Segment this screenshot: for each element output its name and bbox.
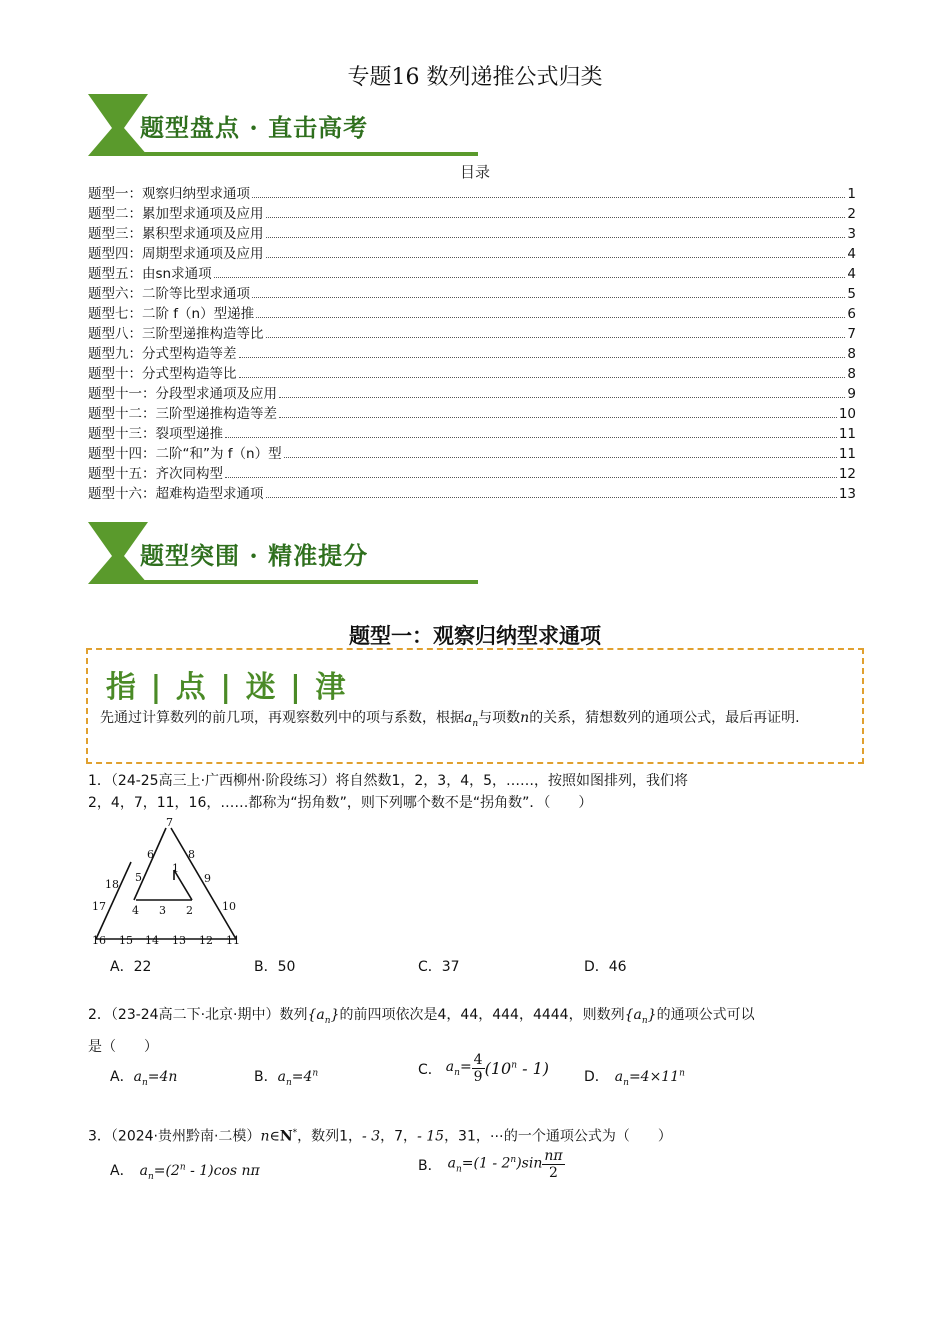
fraction: $\frac{n\pi}{2}$ <box>544 1148 563 1181</box>
toc-leader-dots <box>266 257 846 258</box>
toc-entry-label: 题型五：由sn求通项 <box>88 266 212 282</box>
toc-entry-label: 题型十三：裂项型递推 <box>88 426 223 442</box>
toc-leader-dots <box>279 397 845 398</box>
toc-entry-label: 题型十五：齐次同构型 <box>88 466 223 482</box>
toc-entry-label: 题型六：二阶等比型求通项 <box>88 286 250 302</box>
question-1 <box>88 770 858 814</box>
figure-number-label: 1 <box>172 862 179 875</box>
figure-number-label: 17 <box>92 900 106 913</box>
section-banner-overview <box>88 94 478 162</box>
question-3: 3．（2024·贵州黔南·二模）n∈N*，数列1，- 3，7，- 15，31，⋯的一个通项公式为（ ） <box>88 1128 672 1145</box>
toc-entry-label: 题型八：三阶型递推构造等比 <box>88 326 264 342</box>
toc-entry-page: 8 <box>847 346 856 362</box>
toc-entry-page: 9 <box>847 386 856 402</box>
toc-entry[interactable] <box>88 282 856 302</box>
toc-entry[interactable] <box>88 322 856 342</box>
figure-number-label: 12 <box>199 934 213 947</box>
q3-option-a[interactable]: A． $a_n=(2^n - 1)\cos$ nπ <box>110 1162 260 1182</box>
toc-entry[interactable] <box>88 182 856 202</box>
toc-leader-dots <box>252 197 845 198</box>
toc-entry[interactable] <box>88 202 856 222</box>
toc-entry[interactable] <box>88 362 856 382</box>
toc-entry-label: 题型十二：三阶型递推构造等差 <box>88 406 277 422</box>
toc-entry-page: 5 <box>847 286 856 302</box>
toc-entry-page: 4 <box>847 266 856 282</box>
toc-entry[interactable] <box>88 382 856 402</box>
toc-entry[interactable] <box>88 402 856 422</box>
toc-leader-dots <box>284 457 837 458</box>
q1-option-d[interactable]: D．46 <box>584 959 627 975</box>
corner-number-figure <box>86 814 246 950</box>
figure-number-label: 7 <box>166 816 173 829</box>
toc-leader-dots <box>266 237 846 238</box>
question-2-stem-line2: 是（ ） <box>88 1038 158 1055</box>
page-title: 专题16 数列递推公式归类 <box>347 65 603 90</box>
question-1-stem-line2: 2，4，7，11，16，……都称为“拐角数”，则下列哪个数不是“拐角数”．（ ） <box>88 795 593 811</box>
figure-number-label: 11 <box>226 934 240 947</box>
tip-text-part: 先通过计算数列的前几项，再观察数列中的项与系数，根据 <box>100 710 464 726</box>
q3-option-b[interactable]: B． $a_n=(1 - 2^n)\sin$ $\frac{n\pi}{2}$ <box>418 1148 563 1181</box>
toc-entry-label: 题型三：累积型求通项及应用 <box>88 226 264 242</box>
section-heading: 题型一：观察归纳型求通项 <box>349 624 601 648</box>
toc-leader-dots <box>225 477 837 478</box>
sequence-braces: $\{a_n\}$ <box>624 1007 657 1026</box>
toc-entry-page: 11 <box>838 446 856 462</box>
toc-leader-dots <box>266 217 846 218</box>
toc-entry-page: 11 <box>838 426 856 442</box>
table-of-contents <box>88 182 856 502</box>
toc-entry[interactable] <box>88 482 856 502</box>
tip-text <box>100 706 850 736</box>
toc-entry[interactable] <box>88 462 856 482</box>
section-banner-practice <box>88 522 478 590</box>
toc-entry-label: 题型十四：二阶“和”为 f（n）型 <box>88 446 282 462</box>
figure-number-label: 14 <box>145 934 159 947</box>
toc-heading: 目录 <box>459 163 490 181</box>
toc-leader-dots <box>266 337 846 338</box>
figure-number-label: 3 <box>159 904 166 917</box>
toc-entry[interactable] <box>88 242 856 262</box>
toc-entry-page: 7 <box>847 326 856 342</box>
figure-number-label: 4 <box>132 904 139 917</box>
toc-entry-page: 10 <box>838 406 856 422</box>
variable-n: n <box>520 710 530 726</box>
sequence-braces: $\{a_n\}$ <box>307 1007 340 1026</box>
toc-entry-page: 13 <box>838 486 856 502</box>
sequence-symbol: $a_n$ <box>464 710 479 729</box>
toc-entry-label: 题型七：二阶 f（n）型递推 <box>88 306 255 322</box>
toc-leader-dots <box>252 297 845 298</box>
toc-entry-label: 题型一：观察归纳型求通项 <box>88 186 250 202</box>
toc-entry-page: 3 <box>847 226 856 242</box>
toc-entry[interactable] <box>88 302 856 322</box>
q1-option-c[interactable]: C．37 <box>418 959 460 975</box>
q1-option-b[interactable]: B．50 <box>254 959 296 975</box>
question-2-stem: 2．（23-24高二下·北京·期中）数列$\{a_n\}$的前四项依次是4，44，444，4444，则数列$\{a_n\}$的通项公式可以 <box>88 1007 755 1026</box>
toc-entry-label: 题型四：周期型求通项及应用 <box>88 246 264 262</box>
figure-number-label: 8 <box>188 848 195 861</box>
toc-entry-page: 8 <box>847 366 856 382</box>
q2-option-b[interactable]: B．$a_n=4^n$ <box>254 1068 319 1088</box>
toc-entry-label: 题型十一：分段型求通项及应用 <box>88 386 277 402</box>
banner-title: 题型突围 · 精准提分 <box>140 541 369 570</box>
toc-entry-label: 题型二：累加型求通项及应用 <box>88 206 264 222</box>
toc-entry[interactable] <box>88 222 856 242</box>
q2-option-c[interactable]: C． $a_n=$ $\frac{4}{9}$ (10$^n$ - 1) <box>418 1052 549 1085</box>
toc-leader-dots <box>239 357 846 358</box>
figure-number-label: 16 <box>92 934 106 947</box>
tip-box <box>86 648 864 764</box>
fraction: $\frac{4}{9}$ <box>473 1052 483 1085</box>
toc-entry-page: 6 <box>847 306 856 322</box>
figure-number-label: 2 <box>186 904 193 917</box>
figure-number-label: 10 <box>222 900 236 913</box>
toc-entry-page: 12 <box>838 466 856 482</box>
toc-entry[interactable] <box>88 422 856 442</box>
toc-leader-dots <box>256 317 845 318</box>
tip-text-part: 的关系，猜想数列的通项公式，最后再证明. <box>529 710 800 726</box>
q2-option-d[interactable]: D． $a_n=4\times 11^n$ <box>584 1068 685 1088</box>
figure-number-label: 6 <box>147 848 154 861</box>
figure-number-label: 18 <box>105 878 119 891</box>
toc-entry-page: 1 <box>847 186 856 202</box>
toc-leader-dots <box>225 437 837 438</box>
toc-leader-dots <box>239 377 846 378</box>
figure-number-label: 15 <box>119 934 133 947</box>
toc-leader-dots <box>266 497 837 498</box>
toc-leader-dots <box>279 417 837 418</box>
toc-entry-label: 题型十：分式型构造等比 <box>88 366 237 382</box>
toc-entry[interactable] <box>88 342 856 362</box>
toc-leader-dots <box>214 277 846 278</box>
banner-title: 题型盘点 · 直击高考 <box>140 113 369 142</box>
toc-entry-label: 题型九：分式型构造等差 <box>88 346 237 362</box>
q1-option-a[interactable]: A．22 <box>110 959 152 975</box>
figure-number-label: 13 <box>172 934 186 947</box>
question-1-stem-line1: 1．（24-25高三上·广西柳州·阶段练习）将自然数1，2，3，4，5，……，按照如图排列，我们将 <box>88 773 689 789</box>
figure-number-label: 5 <box>135 871 142 884</box>
toc-entry[interactable] <box>88 442 856 462</box>
tip-text-part: 与项数 <box>478 710 521 726</box>
toc-entry[interactable] <box>88 262 856 282</box>
q2-option-a[interactable]: A．$a_n=4n$ <box>110 1069 178 1088</box>
figure-number-label: 9 <box>204 872 211 885</box>
tip-tag: 指 | 点 | 迷 | 津 <box>106 670 348 705</box>
toc-entry-page: 4 <box>847 246 856 262</box>
toc-entry-page: 2 <box>847 206 856 222</box>
toc-entry-label: 题型十六：超难构造型求通项 <box>88 486 264 502</box>
